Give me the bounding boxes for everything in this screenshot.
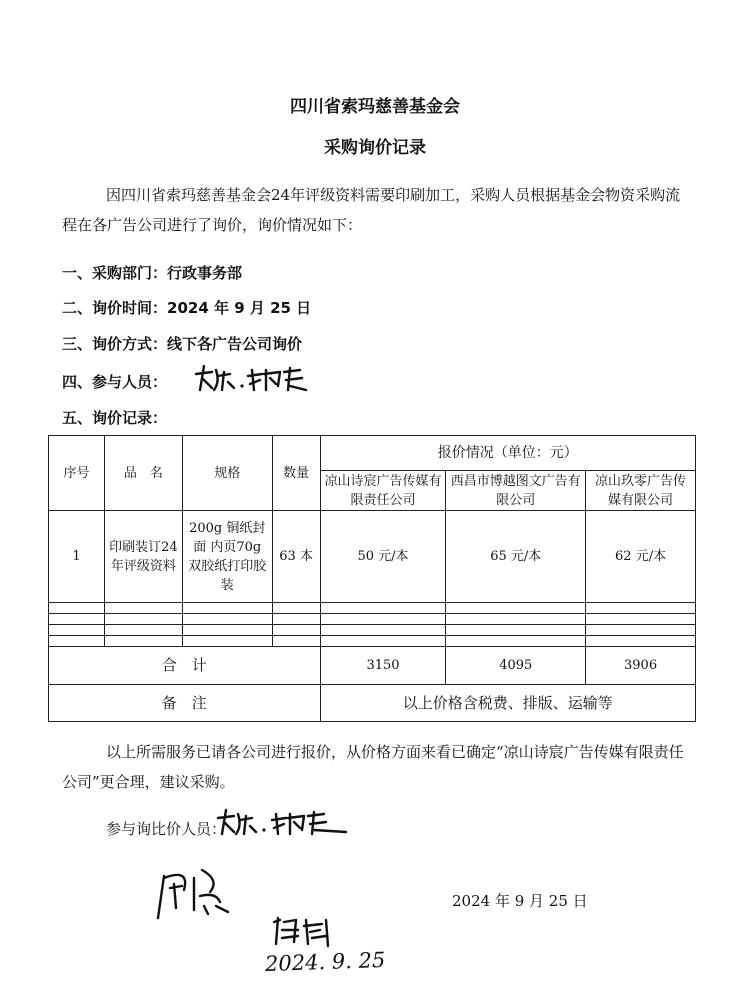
- total-row: [49, 647, 696, 685]
- empty-row: [49, 636, 696, 647]
- row-name: 印刷装订24年评级资料: [104, 511, 182, 603]
- item-label: 五、询价记录：: [62, 409, 168, 427]
- remark-value: 以上价格含税费、排版、运输等: [320, 685, 695, 722]
- inquiry-record-table: [48, 435, 696, 722]
- header-company: 凉山诗宸广告传媒有限责任公司: [320, 471, 446, 511]
- reviewer-signature: [266, 912, 346, 952]
- row-price: 50 元/本: [320, 511, 446, 603]
- item-participants: [62, 371, 167, 392]
- total-label: 合 计: [49, 647, 321, 685]
- item-label: 三、询价方式：: [62, 335, 168, 353]
- header-name: 品 名: [104, 436, 182, 511]
- intro-paragraph: 因四川省索玛慈善基金会24年评级资料需要印刷加工，采购人员根据基金会物资采购流程在各广告公司进行了询价，询价情况如下：: [62, 186, 681, 234]
- row-no: 1: [49, 511, 105, 603]
- document-subtitle: 采购询价记录: [324, 138, 426, 158]
- item-inquiry-method: [62, 333, 302, 354]
- item-value: 2024 年 9 月 25 日: [167, 299, 312, 317]
- header-spec: 规格: [182, 436, 272, 511]
- conclusion-paragraph: 以上所需服务已请各公司进行报价，从价格方面来看已确定“凉山诗宸广告传媒有限责任公司”更合理，建议采购。: [62, 743, 684, 791]
- header-company: 凉山玖零广告传媒有限公司: [586, 471, 696, 511]
- item-inquiry-record: [62, 407, 167, 428]
- row-qty: 63 本: [272, 511, 320, 603]
- item-inquiry-time: [62, 297, 311, 318]
- item-value: 行政事务部: [167, 264, 243, 282]
- item-value: 线下各广告公司询价: [167, 335, 303, 353]
- row-price: 65 元/本: [446, 511, 586, 603]
- header-qty: 数量: [272, 436, 320, 511]
- empty-row: [49, 625, 696, 636]
- empty-row: [49, 614, 696, 625]
- handwritten-date: 2024. 9. 25: [264, 947, 386, 977]
- approver-signature: [150, 862, 250, 932]
- header-quote: 报价情况（单位：元）: [320, 436, 695, 471]
- header-company: 西昌市博越图文广告有限公司: [446, 471, 586, 511]
- item-label: 一、采购部门：: [62, 264, 168, 282]
- total-value: 3150: [320, 647, 446, 685]
- row-spec: 200g 铜纸封面 内页70g 双胶纸打印胶装: [182, 511, 272, 603]
- item-label: 二、询价时间：: [62, 299, 168, 317]
- item-label: 四、参与人员：: [62, 373, 168, 391]
- total-value: 4095: [446, 647, 586, 685]
- document-title: 四川省索玛慈善基金会: [290, 97, 460, 117]
- remark-row: [49, 685, 696, 722]
- table-row: [49, 511, 696, 603]
- total-value: 3906: [586, 647, 696, 685]
- empty-row: [49, 603, 696, 614]
- participants-label: 参与询比价人员：: [106, 820, 227, 838]
- header-no: 序号: [49, 436, 105, 511]
- remark-label: 备 注: [49, 685, 321, 722]
- row-price: 62 元/本: [586, 511, 696, 603]
- participants-signature: [190, 362, 320, 396]
- participants-signature-2: [212, 806, 352, 842]
- item-department: [62, 262, 242, 283]
- document-date: 2024 年 9 月 25 日: [452, 892, 588, 910]
